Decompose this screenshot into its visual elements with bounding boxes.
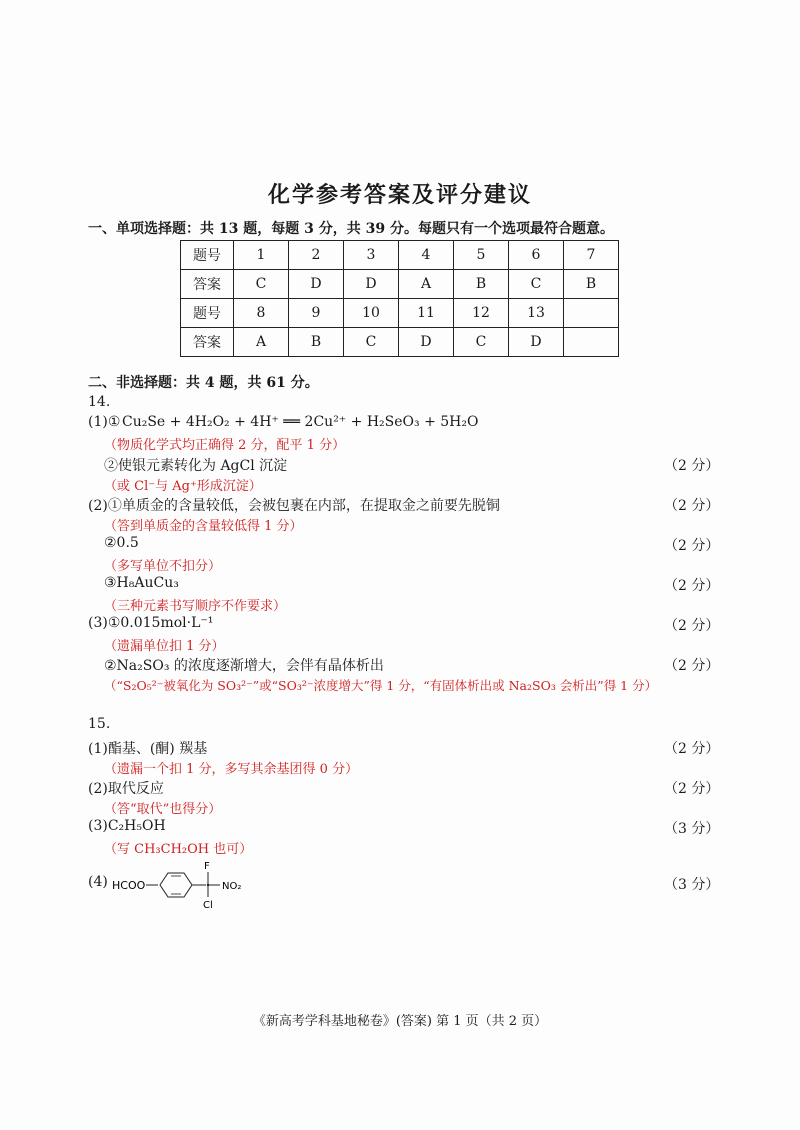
table-cell: A	[234, 328, 289, 357]
q15-l4-score: （3 分）	[664, 877, 720, 893]
table-cell: 11	[399, 299, 454, 328]
struct-bottom-group: Cl	[203, 900, 213, 910]
struct-right-group: NO₂	[222, 881, 242, 892]
q14-l2-score: （2 分）	[664, 458, 720, 474]
table-cell: B	[454, 270, 509, 299]
table-cell: 4	[399, 241, 454, 270]
benzene-ring	[160, 873, 192, 897]
table-cell: 3	[344, 241, 399, 270]
table-row-header: 答案	[181, 270, 234, 299]
q14-l7-score: （2 分）	[664, 658, 720, 674]
q15-l2-note: （答“取代”也得分）	[104, 802, 222, 817]
table-cell: C	[344, 328, 399, 357]
answer-table	[180, 240, 619, 357]
table-cell: B	[564, 270, 619, 299]
q14-l4-score: （2 分）	[664, 538, 720, 554]
q15-l1: (1)酯基、(酮) 羰基	[88, 741, 208, 757]
table-cell: D	[344, 270, 399, 299]
q14-l7-note: （“S₂O₅²⁻被氧化为 SO₃²⁻”或“SO₃²⁻浓度增大”得 1 分，“有固体析出或 Na₂SO₃ 会析出”得 1 分）	[104, 678, 658, 693]
q15-l3-note: （写 CH₃CH₂OH 也可）	[104, 842, 253, 857]
table-cell: C	[509, 270, 564, 299]
q15-number: 15.	[88, 716, 111, 732]
q14-l5: ③H₈AuCu₃	[104, 575, 179, 591]
table-cell: C	[234, 270, 289, 299]
table-row	[181, 328, 619, 357]
q15-l1-note: （遗漏一个扣 1 分，多写其余基团得 0 分）	[104, 762, 359, 777]
table-cell: 13	[509, 299, 564, 328]
q15-l3-score: （3 分）	[664, 821, 720, 837]
table-cell: D	[399, 328, 454, 357]
q14-l5-score: （2 分）	[664, 578, 720, 594]
q14-l1-note: （物质化学式均正确得 2 分，配平 1 分）	[104, 438, 346, 453]
q15-l2: (2)取代反应	[88, 781, 164, 797]
q14-l2-note: （或 Cl⁻与 Ag⁺形成沉淀）	[104, 479, 262, 494]
table-row	[181, 299, 619, 328]
q14-l1-label: (1)①	[88, 414, 121, 430]
table-cell: D	[289, 270, 344, 299]
q14-l7: ②Na₂SO₃ 的浓度逐渐增大，会伴有晶体析出	[104, 658, 384, 674]
table-cell	[564, 328, 619, 357]
page-footer: 《新高考学科基地秘卷》(答案) 第 1 页（共 2 页）	[252, 1014, 548, 1029]
q14-l6-note: （遗漏单位扣 1 分）	[104, 639, 225, 654]
table-row-header: 题号	[181, 299, 234, 328]
struct-top-group: F	[204, 861, 210, 872]
table-cell: A	[399, 270, 454, 299]
q14-l6: (3)①0.015mol·L⁻¹	[88, 615, 214, 631]
q14-l1-equation: Cu₂Se + 4H₂O₂ + 4H⁺ ══ 2Cu²⁺ + H₂SeO₃ + 5H₂O	[122, 414, 479, 430]
table-cell: C	[454, 328, 509, 357]
q15-l3: (3)C₂H₅OH	[88, 818, 166, 834]
section2-heading: 二、非选择题：共 4 题，共 61 分。	[88, 375, 319, 391]
table-cell	[564, 299, 619, 328]
q14-l3: (2)①单质金的含量较低，会被包裹在内部，在提取金之前要先脱铜	[88, 498, 500, 514]
q15-l2-score: （2 分）	[664, 781, 720, 797]
q14-number: 14.	[88, 394, 111, 410]
page-title: 化学参考答案及评分建议	[267, 182, 532, 208]
q14-l3-score: （2 分）	[664, 498, 720, 514]
table-cell: D	[509, 328, 564, 357]
table-row	[181, 270, 619, 299]
q14-l2: ②使银元素转化为 AgCl 沉淀	[104, 458, 288, 474]
table-cell: 5	[454, 241, 509, 270]
table-cell: 7	[564, 241, 619, 270]
struct-left-group: HCOO	[112, 879, 146, 892]
q14-l4: ②0.5	[104, 535, 139, 551]
table-cell: B	[289, 328, 344, 357]
q15-l4-label: (4)	[88, 874, 108, 890]
table-row-header: 题号	[181, 241, 234, 270]
table-row-header: 答案	[181, 328, 234, 357]
q14-l6-score: （2 分）	[664, 618, 720, 634]
table-cell: 1	[234, 241, 289, 270]
table-row	[181, 241, 619, 270]
q14-l5-note: （三种元素书写顺序不作要求）	[104, 599, 287, 614]
structure-formula	[112, 860, 262, 910]
section1-heading: 一、单项选择题：共 13 题，每题 3 分，共 39 分。每题只有一个选项最符合题意。	[88, 221, 614, 237]
table-cell: 10	[344, 299, 399, 328]
table-cell: 6	[509, 241, 564, 270]
table-cell: 12	[454, 299, 509, 328]
q15-l1-score: （2 分）	[664, 741, 720, 757]
table-cell: 9	[289, 299, 344, 328]
q14-l4-note: （多写单位不扣分）	[104, 559, 222, 574]
q14-l3-note: （答到单质金的含量较低得 1 分）	[104, 519, 303, 534]
table-cell: 2	[289, 241, 344, 270]
table-cell: 8	[234, 299, 289, 328]
